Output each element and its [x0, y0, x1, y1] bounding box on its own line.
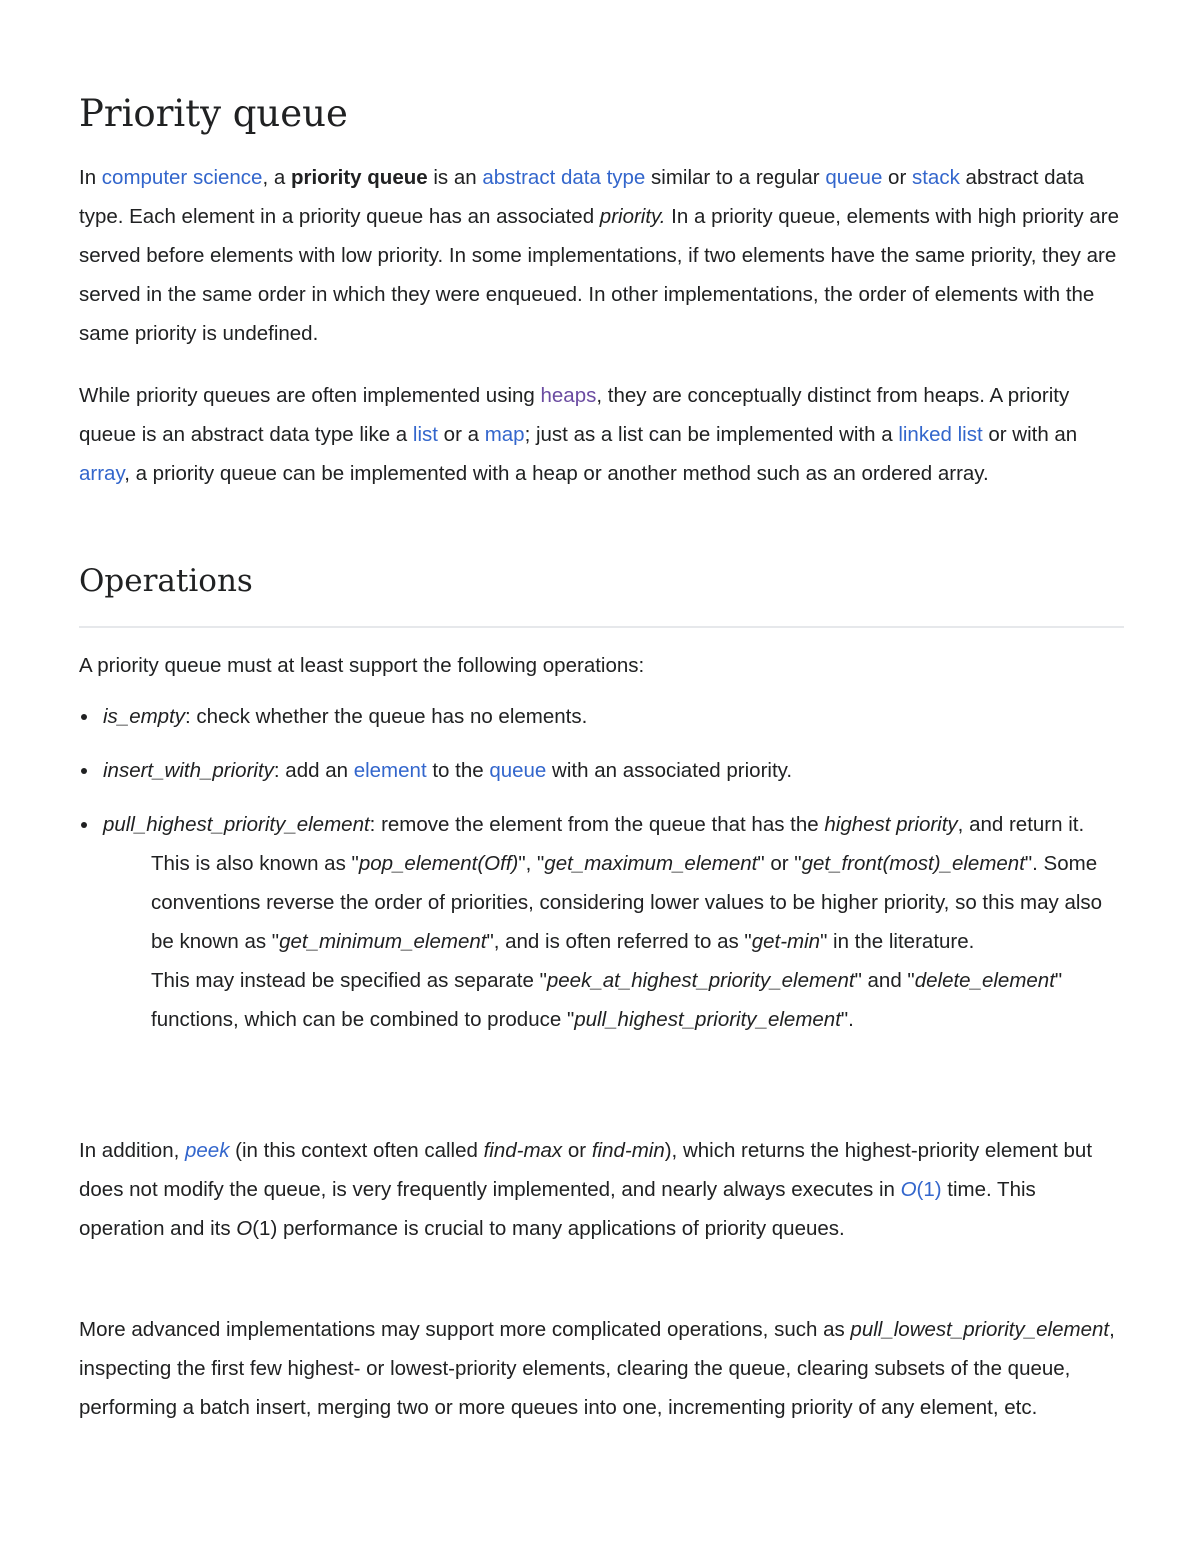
italic-text: find-min — [591, 1139, 665, 1162]
text: This is also known as " — [151, 852, 359, 875]
heaps-paragraph — [79, 376, 1124, 493]
text: " functions, which can be combined to produce " — [151, 969, 1063, 1031]
text: This may instead be specified as separate " — [151, 969, 547, 992]
note-separate-functions — [103, 961, 1124, 1039]
text: " in the literature. — [820, 930, 975, 953]
italic-text: get_minimum_element — [279, 930, 487, 953]
text: While priority queues are often implemented using — [79, 384, 541, 407]
link-computer-science[interactable]: computer science — [101, 166, 263, 189]
text: , they are conceptually distinct from heaps. A priority queue is an abstract data type like a — [79, 384, 1070, 446]
text: , inspecting the first few highest- or lowest-priority elements, clearing the queue, clearing subsets of the queue, performing a batch insert, merging two or more queues into one, incrementing priority of any element, etc. — [79, 1318, 1115, 1419]
italic-text: get-min — [751, 930, 821, 953]
text: similar to a regular — [645, 166, 826, 189]
italic-text: pull_highest_priority_element — [574, 1008, 841, 1031]
text: to the — [426, 759, 490, 782]
text: : remove the element from the queue that has the — [369, 813, 825, 836]
text: ". — [840, 1008, 854, 1031]
advanced-paragraph — [79, 1310, 1124, 1427]
list-item — [79, 751, 1124, 790]
bold-term: priority queue — [290, 166, 428, 189]
link-element[interactable]: element — [353, 759, 427, 782]
text: abstract data type. Each element in a priority queue has an associated — [79, 166, 1085, 228]
text: with an associated priority. — [546, 759, 793, 782]
peek-paragraph — [79, 1131, 1124, 1248]
link-text: (1) — [916, 1178, 942, 1201]
link-queue[interactable]: queue — [825, 166, 883, 189]
text: ; just as a list can be implemented with a — [524, 423, 899, 446]
text: ". Some conventions reverse the order of priorities, considering lower values to be higher priority, so this may also be known as " — [151, 852, 1103, 953]
italic-text: get_front(most)_element — [801, 852, 1025, 875]
text: ", and is often referred to as " — [486, 930, 752, 953]
list-item — [79, 697, 1124, 736]
text: or with an — [982, 423, 1078, 446]
italic-text: delete_element — [914, 969, 1055, 992]
page-title: Priority queue — [79, 92, 348, 135]
text: More advanced implementations may support more complicated operations, such as — [79, 1318, 851, 1341]
text: In — [79, 166, 102, 189]
italic-text: highest priority — [824, 813, 958, 836]
italic-text: pop_element(Off) — [358, 852, 519, 875]
link-stack[interactable]: stack — [911, 166, 960, 189]
italic-text: get_maximum_element — [544, 852, 758, 875]
italic-text: O — [236, 1217, 253, 1240]
link-abstract-data-type[interactable]: abstract data type — [482, 166, 646, 189]
link-queue[interactable]: queue — [489, 759, 547, 782]
text: " and " — [854, 969, 915, 992]
link-map[interactable]: map — [484, 423, 525, 446]
list-item — [79, 805, 1124, 1039]
text: : add an — [273, 759, 354, 782]
text: In a priority queue, elements with high priority are served before elements with low priority. In some implementations, if two elements have the same priority, they are served in the same order in which they were enqueued. In other implementations, the order of elements with the same priority is undefined. — [79, 205, 1119, 345]
italic-priority: priority. — [599, 205, 666, 228]
text: ), which returns the highest-priority element but does not modify the queue, is very frequently implemented, and nearly always executes in — [79, 1139, 1093, 1201]
link-array[interactable]: array — [79, 462, 125, 485]
text: or — [882, 166, 912, 189]
text: (in this context often called — [229, 1139, 484, 1162]
text: " or " — [757, 852, 802, 875]
link-peek[interactable] — [185, 1139, 229, 1162]
op-name: insert_with_priority — [103, 759, 274, 782]
text: or — [562, 1139, 592, 1162]
link-linked-list[interactable]: linked list — [898, 423, 983, 446]
text: ", " — [518, 852, 545, 875]
text: time. This operation and its — [79, 1178, 1036, 1240]
text: : check whether the queue has no elements. — [185, 705, 588, 728]
italic-text: peek_at_highest_priority_element — [546, 969, 855, 992]
link-big-o[interactable] — [901, 1178, 942, 1201]
operations-list — [79, 697, 1124, 1039]
text: is an — [427, 166, 483, 189]
text: (1) performance is crucial to many applications of priority queues. — [252, 1217, 845, 1240]
op-name: pull_highest_priority_element — [103, 813, 370, 836]
link-list[interactable]: list — [412, 423, 438, 446]
italic-text: pull_lowest_priority_element — [850, 1318, 1110, 1341]
link-heaps[interactable]: heaps — [540, 384, 597, 407]
intro-paragraph — [79, 158, 1124, 353]
operations-lead: A priority queue must at least support the following operations: — [79, 654, 645, 677]
italic-text: find-max — [483, 1139, 563, 1162]
text: In addition, — [79, 1139, 185, 1162]
link-text: O — [900, 1178, 917, 1201]
section-heading-operations: Operations — [79, 563, 253, 599]
heading-divider — [79, 626, 1124, 628]
text: , and return it. — [957, 813, 1085, 836]
text: , a priority queue can be implemented with a heap or another method such as an ordered array. — [124, 462, 989, 485]
op-name: is_empty — [103, 705, 186, 728]
link-text: peek — [185, 1139, 230, 1162]
text: , a — [262, 166, 291, 189]
text: or a — [437, 423, 485, 446]
note-aliases — [103, 844, 1124, 961]
